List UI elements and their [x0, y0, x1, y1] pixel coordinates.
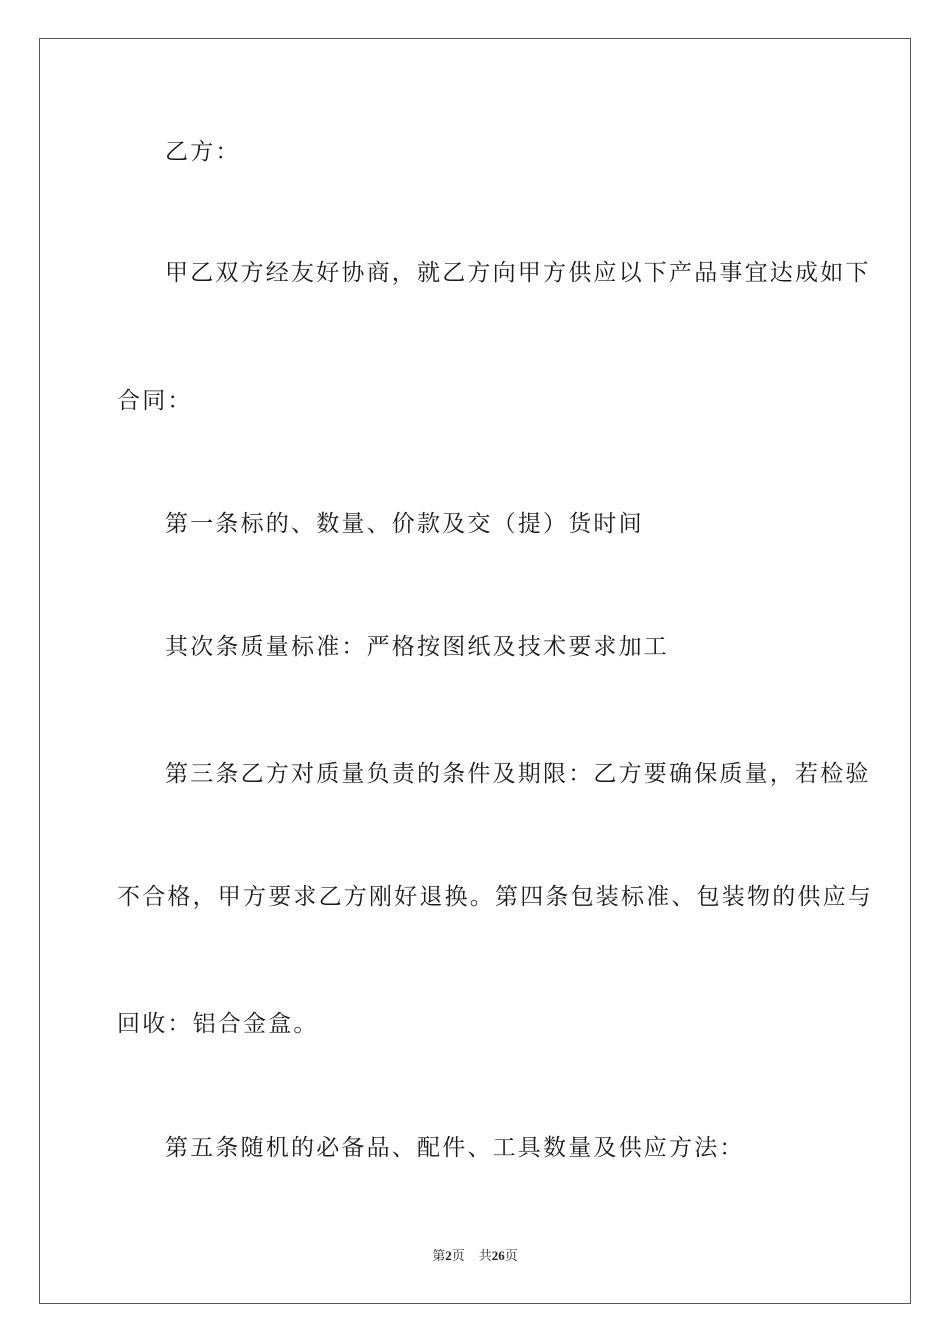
clause-3: 第三条乙方对质量负责的条件及期限：乙方要确保质量，若检验: [165, 761, 871, 787]
footer-total-prefix: 共: [478, 1248, 492, 1263]
body-paragraph-intro-continued: 合同：: [117, 388, 193, 414]
clause-1: 第一条标的、数量、价款及交（提）货时间: [165, 511, 644, 537]
clause-2: 其次条质量标准：严格按图纸及技术要求加工: [165, 634, 669, 660]
party-b-label: 乙方：: [165, 139, 241, 165]
footer-page-suffix: 页: [451, 1248, 465, 1263]
clause-4-continued: 回收：铝合金盒。: [117, 1011, 319, 1037]
footer-total-pages: 26: [491, 1248, 505, 1263]
page-footer: [0, 1248, 950, 1264]
page-frame: [39, 38, 911, 1304]
clause-3-continued: 不合格，甲方要求乙方刚好退换。第四条包装标准、包装物的供应与: [117, 884, 873, 910]
footer-total-suffix: 页: [504, 1248, 518, 1263]
body-paragraph-intro: 甲乙双方经友好协商，就乙方向甲方供应以下产品事宜达成如下: [165, 260, 871, 286]
footer-page-number: 2: [445, 1248, 452, 1263]
footer-page-prefix: 第: [432, 1248, 446, 1263]
clause-5: 第五条随机的必备品、配件、工具数量及供应方法：: [165, 1135, 745, 1161]
